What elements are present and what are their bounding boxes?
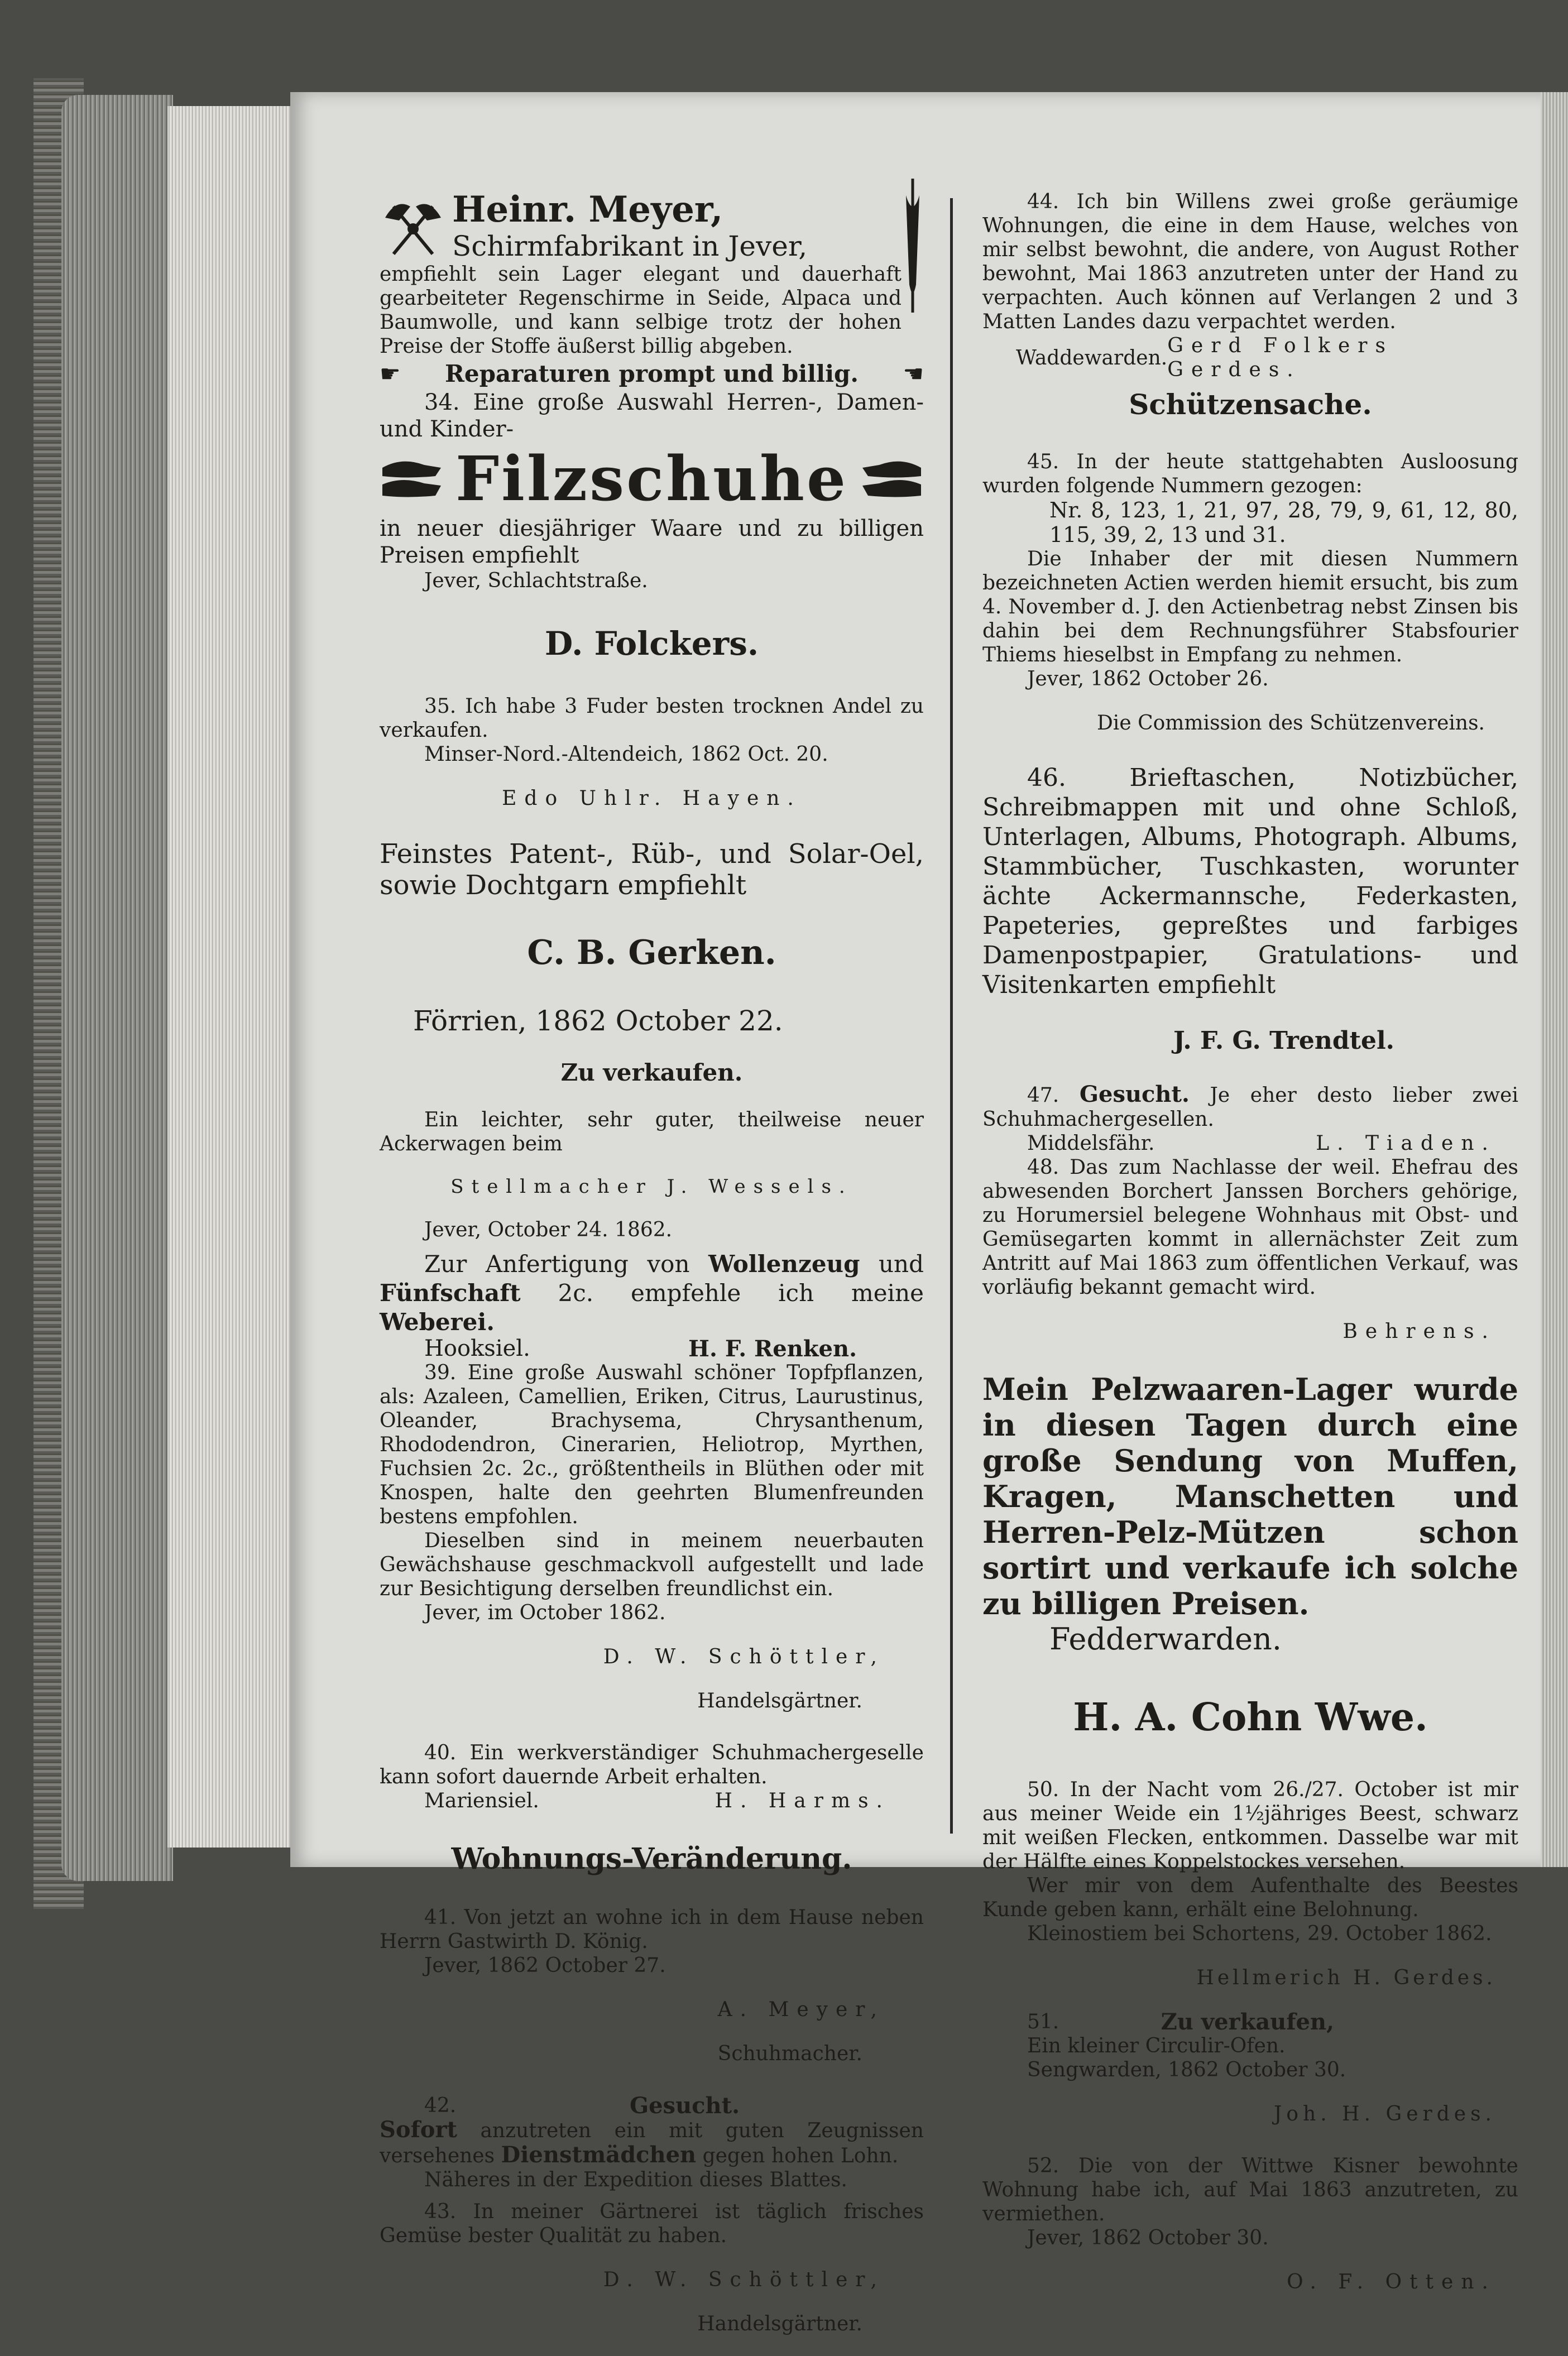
umbrella-crossed-icon [380, 195, 447, 257]
weberei-text2: und [879, 1250, 924, 1278]
verkaufen-place: Jever, October 24. 1862. [424, 1218, 673, 1241]
a45-numbers: Nr. 8, 123, 1, 21, 97, 28, 79, 9, 61, 12, 80, 115, 39, 2, 13 und 31. [1049, 498, 1518, 547]
a39-place: Jever, im October 1862. [424, 1601, 666, 1624]
weberei-bold1: Wollenzeug [708, 1250, 860, 1278]
slipper-pair-icon [857, 451, 924, 507]
a47-num: 47. [1027, 1084, 1059, 1107]
weberei-place: Hooksiel. [424, 1336, 530, 1361]
meyer-ad [380, 190, 924, 262]
cohn-text: Mein Pelzwaaren-Lager wurde in diesen Tagen durch eine große Sendung von Muffen, Kragen, Manschetten und Herren-Pelz-Mützen schon sortirt und verkaufe ich solche zu billigen Preisen. [982, 1371, 1518, 1621]
a47-place: Middelsfähr. [1027, 1132, 1155, 1155]
a42-text [380, 2118, 924, 2168]
a48-sign: Behrens. [1342, 1320, 1496, 1343]
a43-role: Handelsgärtner. [697, 2312, 862, 2335]
cohn-place: Fedderwarden. [1049, 1621, 1282, 1657]
gerken-sign: C. B. Gerken. [527, 933, 776, 972]
a39-role: Handelsgärtner. [697, 1690, 862, 1712]
a42-text3: Näheres in der Expedition dieses Blattes. [424, 2168, 847, 2191]
a51-header-row [982, 2010, 1518, 2034]
a35-place: Minser-Nord.-Altendeich, 1862 Oct. 20. [424, 743, 828, 766]
a41-place: Jever, 1862 October 27. [424, 1954, 666, 1977]
a34-sign: D. Folckers. [544, 625, 759, 663]
a51-sign: Joh. H. Gerdes. [1274, 2103, 1496, 2125]
weberei-bold3: Weberei. [380, 1308, 495, 1336]
a45-place: Jever, 1862 October 26. [1027, 668, 1269, 690]
gerken-place: Förrien, 1862 October 22. [413, 1005, 783, 1037]
a44-text: 44. Ich bin Willens zwei große geräumige Wohnungen, die eine in dem Hause, welches von mir selbst bewohnt, die andere, von August Rother bewohnt, Mai 1863 anzutreten unter der Hand zu verpachten. Auch können auf Verlangen 2 und 3 Matten Landes dazu verpachtet werden. [982, 190, 1518, 333]
a47-text: Je eher desto lieber zwei Schuhmachergesellen. [982, 1084, 1518, 1131]
a41-role: Schuhmacher. [717, 2042, 862, 2065]
a40-text: 40. Ein werkverständiger Schuhmachergeselle kann sofort dauernde Arbeit erhalten. [380, 1741, 924, 1788]
a34-text: 34. Eine große Auswahl Herren-, Damen- und Kinder- [380, 390, 924, 442]
a34-big: Filzschuhe [455, 443, 848, 515]
a45-text2: Die Inhaber der mit diesen Nummern bezeichneten Actien werden hiemit ersucht, bis zum 4. November d. J. den Actienbetrag nebst Zinsen bis dahin bei dem Rechnungsführer Stabsfourier Thiems hieselbst in Empfang zu nehmen. [982, 548, 1518, 666]
a42-header-row [380, 2094, 924, 2118]
slipper-pair-icon [380, 451, 447, 507]
weberei-text1: Zur Anfertigung von [424, 1250, 690, 1278]
a52-sign: O. F. Otten. [1287, 2271, 1496, 2293]
a51-heading: Zu verkaufen, [1161, 2009, 1334, 2035]
a39-text: 39. Eine große Auswahl schöner Topfpflanzen, als: Azaleen, Camellien, Eriken, Citrus, Laurustinus, Oleander, Brachysema, Chrysanthenum, Rhododendron, Cinerarien, Heliotrop, Myrthen, Fuchsien 2c. 2c., größtentheils in Blüthen oder mit Knospen, halte den geehrten Blumenfreunden bestens empfohlen. [380, 1361, 924, 1528]
a35-sign: Edo Uhlr. Hayen. [502, 787, 802, 810]
meyer-repair: Reparaturen prompt und billig. [444, 360, 859, 387]
wohnung-heading: Wohnungs-Veränderung. [451, 1842, 852, 1876]
a39-sign: D. W. Schöttler, [603, 1645, 885, 1668]
weberei-sign: H. F. Renken. [688, 1336, 857, 1362]
a46-text: 46. Brieftaschen, Notizbücher, Schreibmappen mit und ohne Schloß, Unterlagen, Albums, Photograph. Albums, Stammbücher, Tuschkasten, worunter ächte Ackermannsche, Federkasten, Papeteries, gepreßtes und farbiges Damenpostpapier, Gratulations- und Visitenkarten empfiehlt [982, 764, 1518, 999]
a43-text: 43. In meiner Gärtnerei ist täglich frisches Gemüse bester Qualität zu haben. [380, 2200, 924, 2247]
a42-heading: Gesucht. [629, 2093, 740, 2119]
a50-text: 50. In der Nacht vom 26./27. October ist mir aus meiner Weide ein 1½jähriges Beest, schwarz mit weißen Flecken, entkommen. Dasselbe war mit der Hälfte eines Koppelstockes versehen. [982, 1778, 1518, 1873]
a50-text2: Wer mir von dem Aufenthalte des Beestes Kunde geben kann, erhält eine Belohnung. [982, 1874, 1518, 1921]
left-column [380, 190, 924, 2356]
a34-text2: in neuer diesjähriger Waare und zu billigen Preisen empfiehlt [380, 516, 924, 568]
a51-place: Sengwarden, 1862 October 30. [1027, 2058, 1346, 2081]
a42-bold1: Sofort [380, 2117, 458, 2143]
pointing-hand-icon: ☛ [380, 360, 401, 387]
book-edge [61, 95, 173, 1881]
a41-text: 41. Von jetzt an wohne ich in dem Hause neben Herrn Gastwirth D. König. [380, 1906, 924, 1953]
a42-num: 42. [424, 2094, 457, 2117]
a51-text: Ein kleiner Circulir-Ofen. [1027, 2034, 1286, 2057]
weberei-bold2: Fünfschaft [380, 1279, 521, 1307]
a47-sign: L. Tiaden. [1316, 1132, 1496, 1155]
meyer-repair-line [380, 362, 924, 386]
a42-text1: anzutreten ein mit guten Zeugnissen versehenes [380, 2119, 924, 2167]
a46-sign: J. F. G. Trendtel. [1173, 1026, 1394, 1055]
verkaufen-heading: Zu verkaufen. [560, 1059, 743, 1086]
gerken-text: Feinstes Patent-, Rüb-, und Solar-Oel, sowie Dochtgarn empfiehlt [380, 838, 924, 901]
a45-text: 45. In der heute stattgehabten Ausloosung wurden folgende Nummern gezogen: [982, 450, 1518, 497]
a47-row [982, 1082, 1518, 1131]
umbrella-side-icon [902, 173, 924, 318]
a47-heading: Gesucht. [1079, 1081, 1190, 1107]
verkaufen-text: Ein leichter, sehr guter, theilweise neuer Ackerwagen beim [380, 1109, 924, 1155]
filzschuhe-banner [380, 443, 924, 515]
a50-sign: Hellmerich H. Gerdes. [1196, 1966, 1496, 1989]
a48-text: 48. Das zum Nachlasse der weil. Ehefrau des abwesenden Borchert Janssen Borchers gehörige, zu Horumersiel belegene Wohnhaus mit Obst- und Gemüsegarten kommt in allernächster Zeit zum Antritt auf Mai 1863 zum öffentlichen Verkauf, was vorläufig bekannt gemacht wird. [982, 1156, 1518, 1299]
weberei-text3: 2c. empfehle ich meine [558, 1279, 924, 1307]
a39-text2: Dieselben sind in meinem neuerbauten Gewächshause geschmackvoll aufgestellt und lade zur Besichtigung derselben freundlichst ein. [380, 1529, 924, 1600]
schuetzen-heading: Schützensache. [1129, 388, 1372, 421]
a52-text: 52. Die von der Wittwe Kisner bewohnte Wohnung habe ich, auf Mai 1863 anzutreten, zu vermiethen. [982, 2155, 1518, 2225]
a42-text2: gegen hohen Lohn. [702, 2144, 899, 2167]
a51-num: 51. [1027, 2010, 1059, 2033]
a34-place: Jever, Schlachtstraße. [424, 569, 648, 592]
a44-place: Waddewarden. [1016, 346, 1168, 370]
a50-place: Kleinostiem bei Schortens, 29. October 1862. [1027, 1922, 1492, 1945]
a45-sign: Die Commission des Schützenvereins. [1096, 712, 1485, 735]
a52-place: Jever, 1862 October 30. [1027, 2227, 1269, 2249]
a35-text: 35. Ich habe 3 Fuder besten trocknen Andel zu verkaufen. [380, 695, 924, 742]
right-column [982, 190, 1518, 2314]
verkaufen-sign: Stellmacher J. Wessels. [450, 1175, 853, 1198]
page-stack [167, 106, 290, 1848]
a40-place: Mariensiel. [424, 1789, 539, 1812]
a40-footer [380, 1789, 924, 1813]
pointing-hand-icon: ☚ [903, 360, 924, 387]
a47-footer [982, 1131, 1518, 1155]
meyer-subtitle: Schirmfabrikant in Jever, [452, 230, 808, 262]
a44-footer [982, 334, 1518, 382]
a41-sign: A. Meyer, [717, 1998, 885, 2021]
a42-bold2: Dienstmädchen [501, 2142, 697, 2168]
meyer-text: empfiehlt sein Lager elegant und dauerhaft gearbeiteter Regenschirme in Seide, Alpaca und Baumwolle, und kann selbige trotz der hohen Preise der Stoffe äußerst billig abgeben. [380, 263, 902, 358]
cohn-sign: H. A. Cohn Wwe. [1073, 1695, 1428, 1740]
page-right-edge [1541, 92, 1568, 1867]
column-rule [950, 198, 953, 1834]
meyer-name: Heinr. Meyer, [452, 189, 723, 231]
weberei-ad [380, 1250, 924, 1337]
weberei-footer [380, 1337, 924, 1361]
a40-sign: H. Harms. [715, 1789, 890, 1812]
a43-sign: D. W. Schöttler, [603, 2268, 885, 2291]
a44-sign: Gerd Folkers Gerdes. [1167, 334, 1393, 381]
